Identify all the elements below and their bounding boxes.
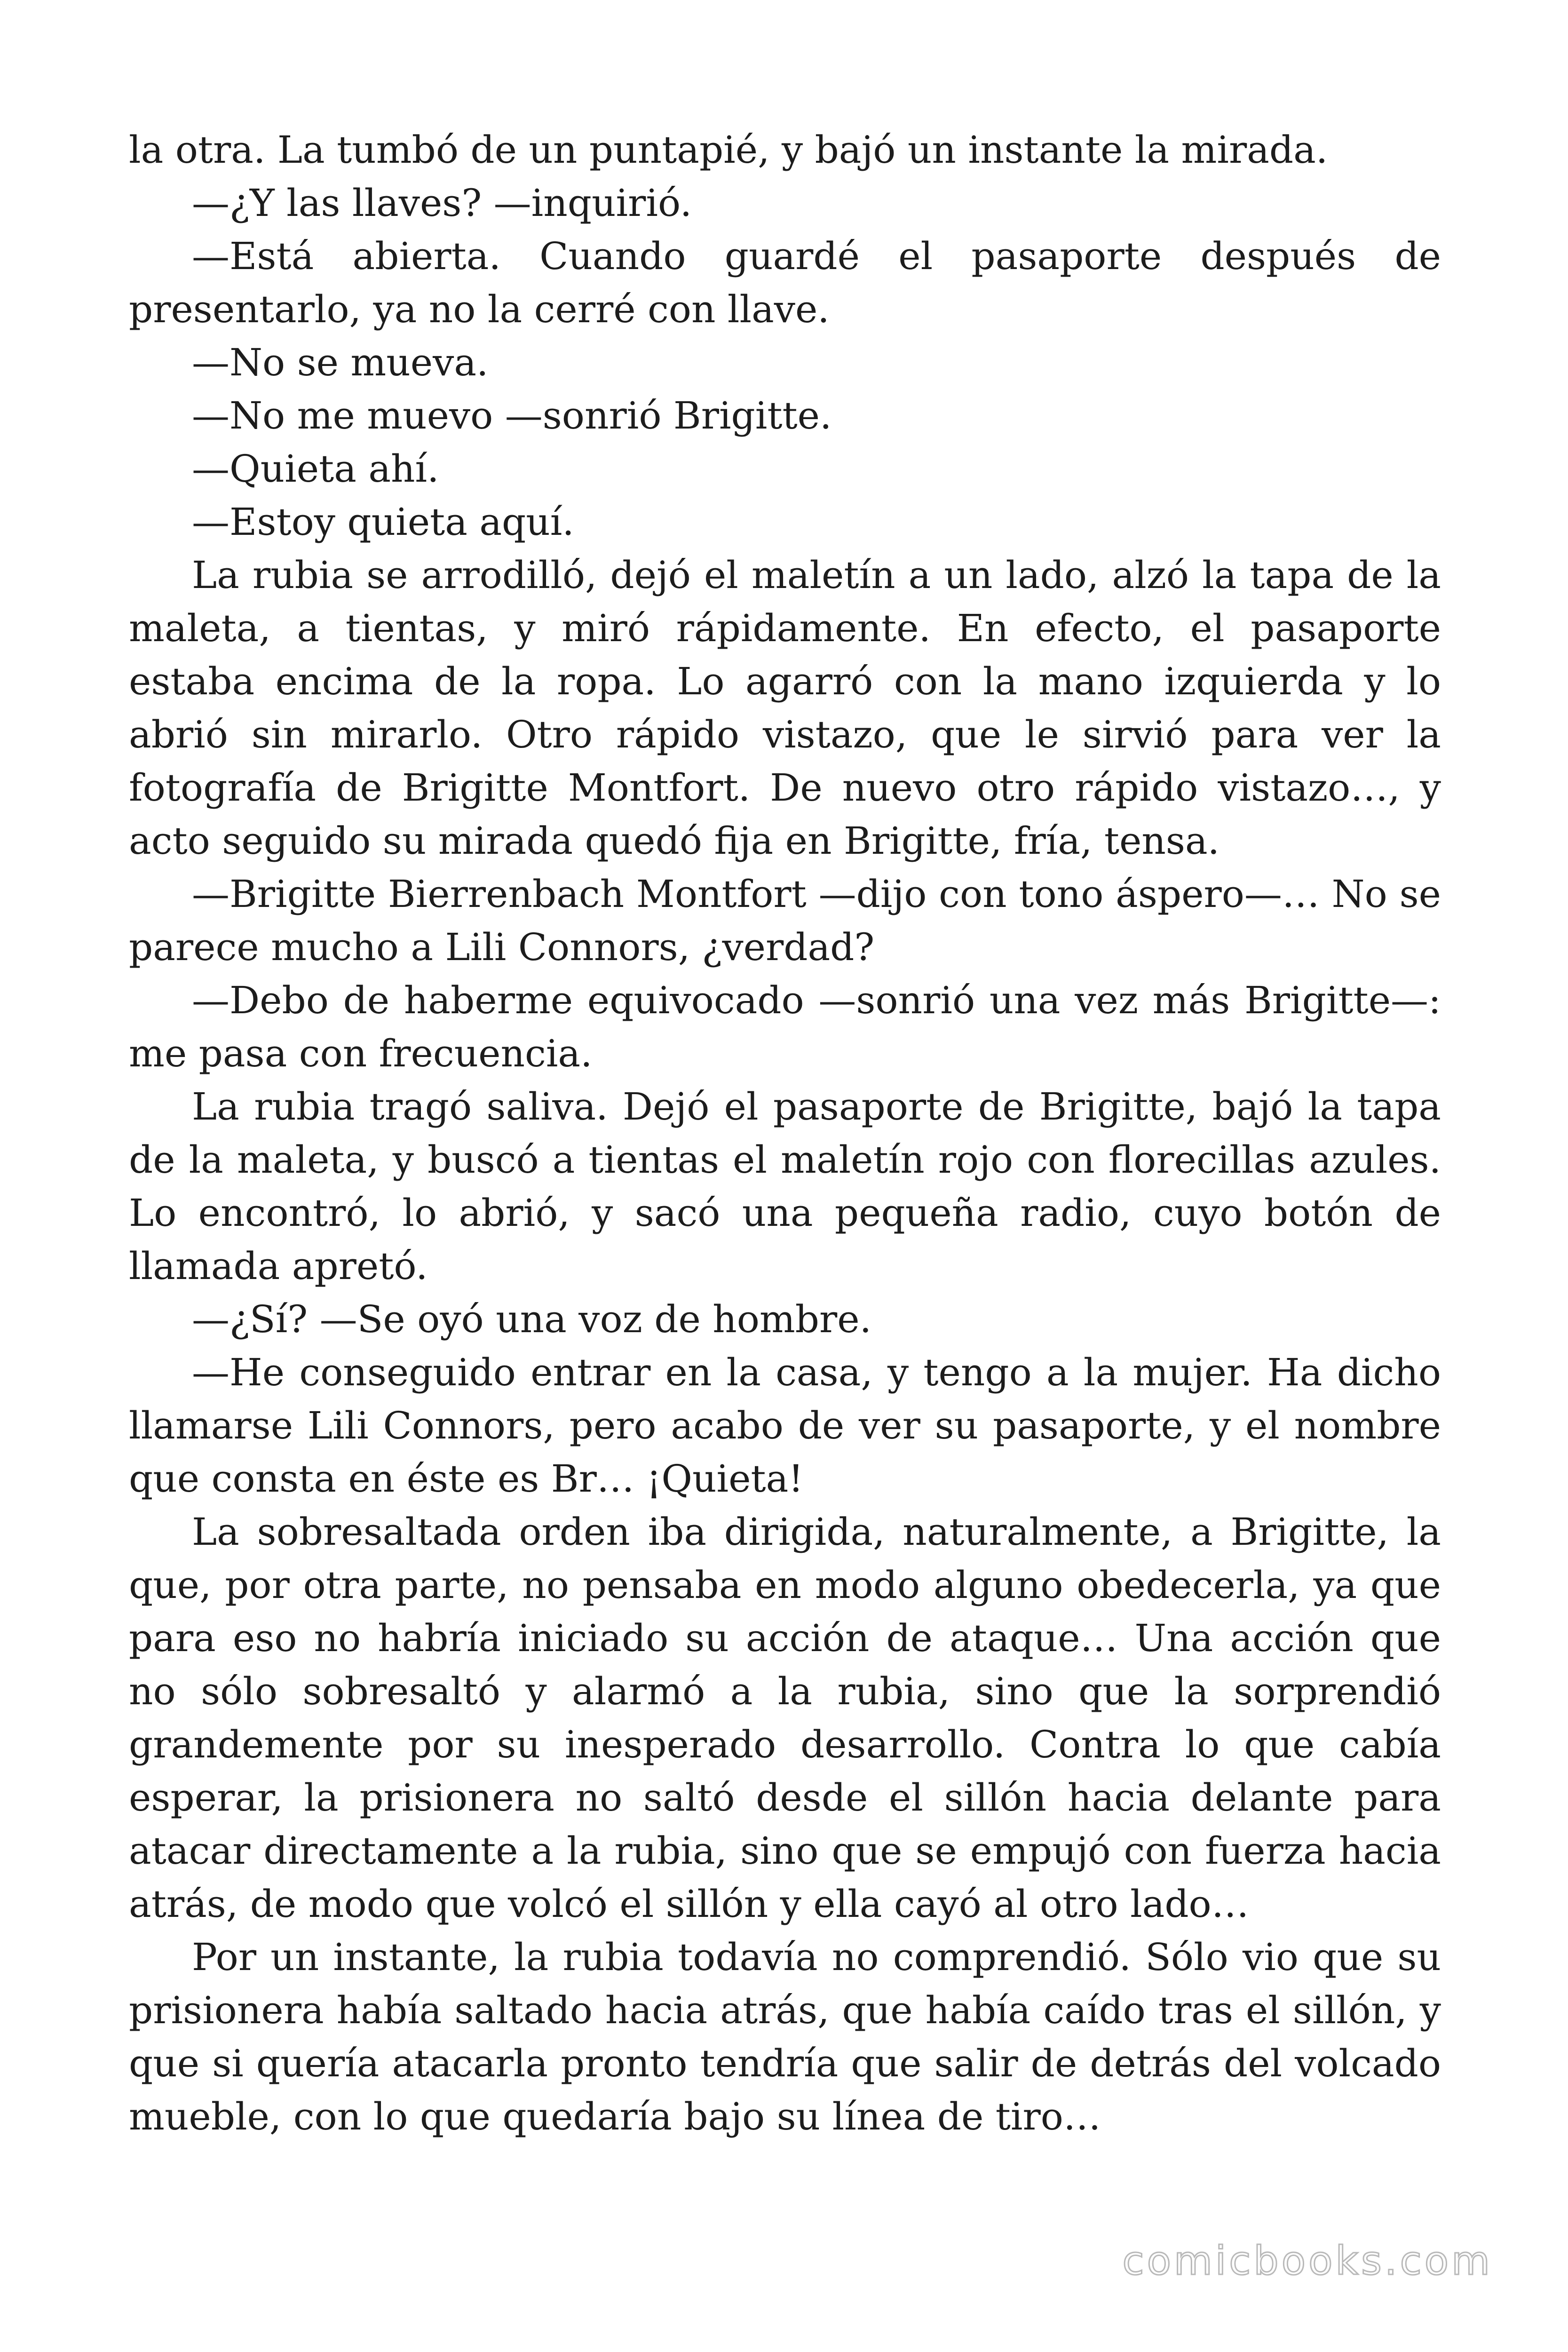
paragraph: —Está abierta. Cuando guardé el pasaporte después de presentarlo, ya no la cerré con llave.: [129, 234, 1441, 331]
paragraph: La sobresaltada orden iba dirigida, naturalmente, a Brigitte, la que, por otra parte, no pensaba en modo alguno obedecerla, ya que para eso no habría iniciado su acción de ataque… Una acción que no sólo sobresaltó y alarmó a la rubia, sino que la sorprendió grandemente por su inesperado desarrollo. Contra lo que cabía esperar, la prisionera no saltó desde el sillón hacia delante para atacar directamente a la rubia, sino que se empujó con fuerza hacia atrás, de modo que volcó el sillón y ella cayó al otro lado…: [129, 1510, 1441, 1926]
paragraph: —No me muevo —sonrió Brigitte.: [192, 394, 832, 437]
book-page-text: [129, 123, 1441, 2143]
paragraph: —Quieta ahí.: [192, 447, 439, 491]
paragraph: la otra. La tumbó de un puntapié, y bajó un instante la mirada.: [129, 128, 1328, 172]
paragraph: —Brigitte Bierrenbach Montfort —dijo con tono áspero—… No se parece mucho a Lili Connors, ¿verdad?: [129, 872, 1441, 969]
paragraph: La rubia tragó saliva. Dejó el pasaporte de Brigitte, bajó la tapa de la maleta, y buscó a tientas el maletín rojo con florecillas azules. Lo encontró, lo abrió, y sacó una pequeña radio, cuyo botón de llamada apretó.: [129, 1085, 1441, 1288]
watermark-text: comicbooks.com: [1122, 2238, 1493, 2284]
paragraph: —¿Y las llaves? —inquirió.: [192, 181, 692, 225]
paragraph: —¿Sí? —Se oyó una voz de hombre.: [192, 1297, 871, 1341]
paragraph: —Debo de haberme equivocado —sonrió una vez más Brigitte—: me pasa con frecuencia.: [129, 978, 1441, 1075]
paragraph: La rubia se arrodilló, dejó el maletín a un lado, alzó la tapa de la maleta, a tientas, y miró rápidamente. En efecto, el pasaporte estaba encima de la ropa. Lo agarró con la mano izquierda y lo abrió sin mirarlo. Otro rápido vistazo, que le sirvió para ver la fotografía de Brigitte Montfort. De nuevo otro rápido vistazo…, y acto seguido su mirada quedó fija en Brigitte, fría, tensa.: [129, 553, 1441, 863]
paragraph: —No se mueva.: [192, 341, 489, 384]
paragraph: Por un instante, la rubia todavía no comprendió. Sólo vio que su prisionera había saltado hacia atrás, que había caído tras el sillón, y que si quería atacarla pronto tendría que salir de detrás del volcado mueble, con lo que quedaría bajo su línea de tiro…: [129, 1935, 1441, 2138]
paragraph: —He conseguido entrar en la casa, y tengo a la mujer. Ha dicho llamarse Lili Connors, pero acabo de ver su pasaporte, y el nombre que consta en éste es Br… ¡Quieta!: [129, 1351, 1441, 1501]
paragraph: —Estoy quieta aquí.: [192, 500, 574, 544]
